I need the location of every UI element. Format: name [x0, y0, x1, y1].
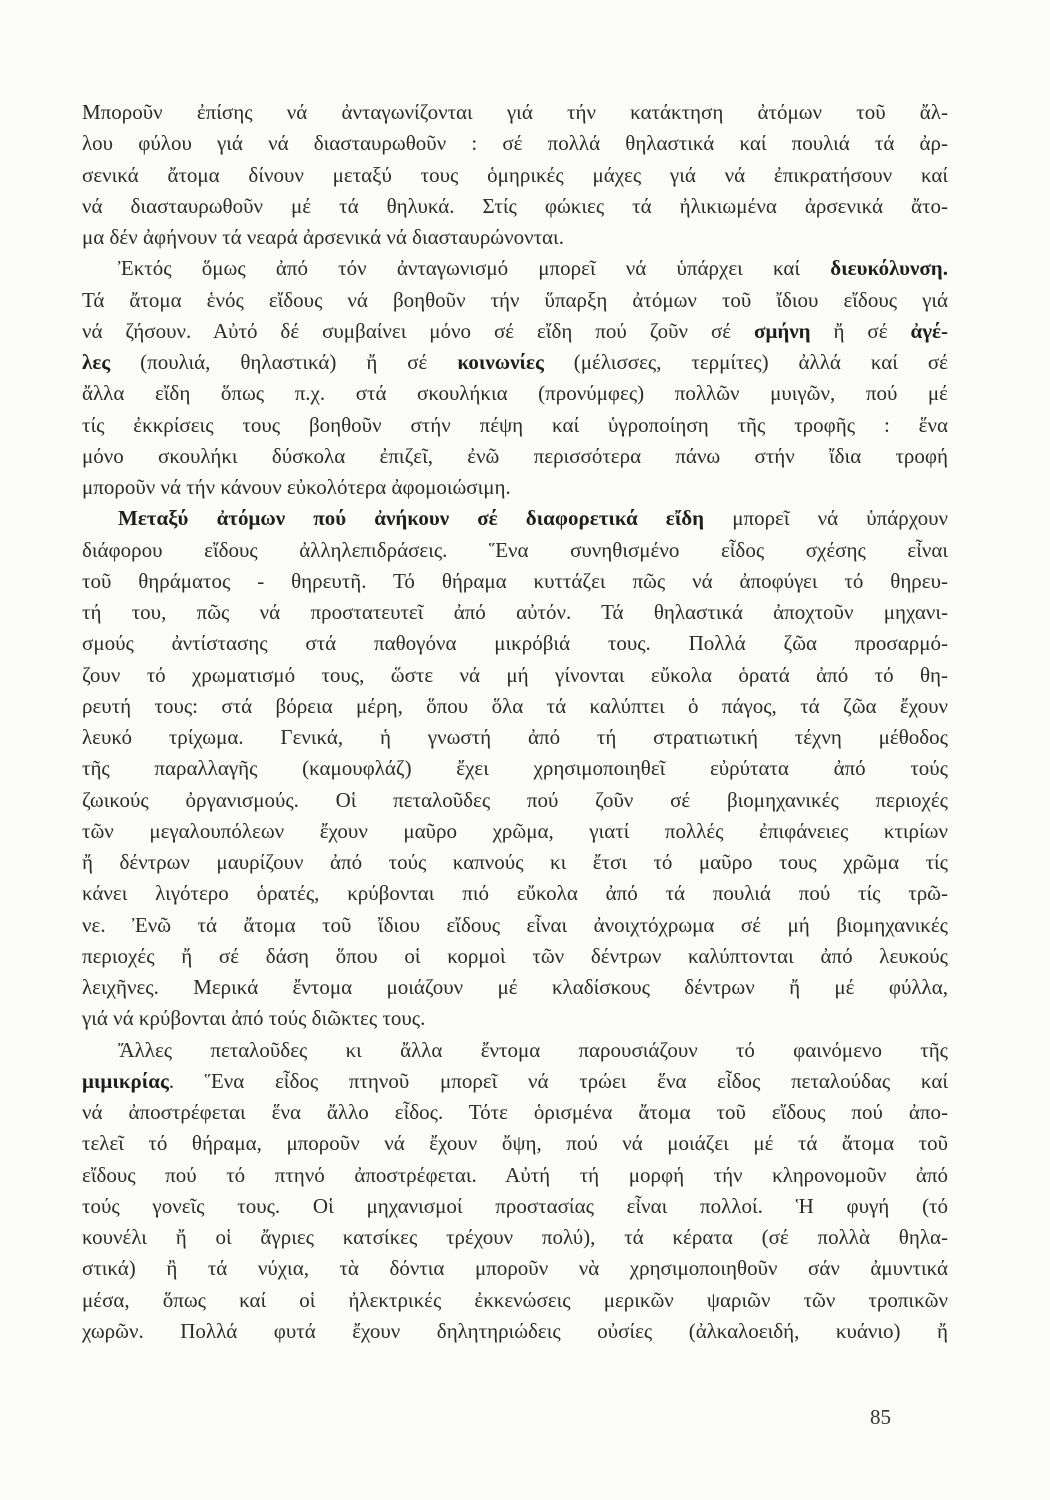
text-segment: ρευτή τους: στά βόρεια μέρη, ὅπου ὅλα τά καλύπτει ὁ πάγος, τά ζῶα ἔχουν: [82, 693, 948, 718]
text-segment: κάνει λιγότερο ὁρατές, κρύβονται πιό εὔκολα ἀπό τά πουλιά πού τίς τρῶ-: [82, 881, 948, 906]
text-segment: λειχῆνες. Μερικά ἔντομα μοιάζουν μέ κλαδίσκους δέντρων ἤ μέ φύλλα,: [82, 975, 948, 999]
text-line: [82, 1222, 948, 1253]
bold-term: μιμικρίας: [82, 1068, 169, 1093]
text-line: [82, 535, 948, 566]
text-segment: τούς γονεῖς τους. Οἱ μηχανισμοί προστασίας εἶναι πολλοί. Ἡ φυγή (τό: [82, 1193, 948, 1218]
text-segment: ἤ σέ: [810, 318, 911, 343]
text-segment: νε. Ἐνῶ τά ἄτομα τοῦ ἴδιου εἴδους εἶναι ἀνοιχτόχρωμα σέ μή βιομηχανικές: [82, 912, 948, 937]
text-line: [82, 160, 948, 191]
page-number: 85: [870, 1405, 891, 1429]
text-segment: μέσα, ὅπως καί οἱ ἠλεκτρικές ἐκκενώσεις μερικῶν ψαριῶν τῶν τροπικῶν: [82, 1287, 948, 1312]
text-line: [82, 378, 948, 409]
text-line: [82, 972, 948, 1003]
text-line: [82, 628, 948, 659]
text-line: [82, 1035, 948, 1066]
text-segment: μπορεῖ νά ὑπάρχουν: [704, 506, 948, 531]
text-segment: μποροῦν νά τήν κάνουν εὐκολότερα ἀφομοιώσιμη.: [82, 475, 511, 499]
text-segment: νά ζήσουν. Αὐτό δέ συμβαίνει μόνο σέ εἴδη πού ζοῦν σέ: [82, 318, 755, 343]
text-line: [82, 597, 948, 628]
text-line: [82, 97, 948, 128]
text-line: [82, 347, 948, 378]
text-segment: Ἄλλες πεταλοῦδες κι ἄλλα ἔντομα παρουσιάζουν τό φαινόμενο τῆς: [118, 1037, 948, 1062]
bold-term: διευκόλυνση.: [830, 256, 948, 281]
text-line: [82, 691, 948, 722]
text-line: [82, 1316, 948, 1347]
text-line: [82, 441, 948, 472]
text-segment: λου φύλου γιά νά διασταυρωθοῦν : σέ πολλά θηλαστικά καί πουλιά τά ἀρ-: [82, 131, 948, 156]
text-segment: Ἐκτός ὅμως ἀπό τόν ἀνταγωνισμό μπορεῖ νά ὑπάρχει καί: [118, 256, 831, 281]
text-line: [82, 222, 948, 253]
text-line: [82, 1066, 948, 1097]
text-segment: τίς ἐκκρίσεις τους βοηθοῦν στήν πέψη καί ὑγροποίηση τῆς τροφῆς : ἕνα: [82, 412, 948, 437]
text-segment: χωρῶν. Πολλά φυτά ἔχουν δηλητηριώδεις οὐσίες (ἀλκαλοειδή, κυάνιο) ἤ: [82, 1318, 948, 1343]
text-line: [82, 1128, 948, 1159]
text-segment: τελεῖ τό θήραμα, μποροῦν νά ἔχουν ὄψη, πού νά μοιάζει μέ τά ἄτομα τοῦ: [82, 1131, 948, 1156]
text-line: [82, 410, 948, 441]
text-segment: τοῦ θηράματος - θηρευτῆ. Τό θήραμα κυττάζει πῶς νά ἀποφύγει τό θηρευ-: [82, 568, 948, 593]
text-line: [82, 660, 948, 691]
text-segment: ζωικούς ὀργανισμούς. Οἱ πεταλοῦδες πού ζοῦν σέ βιομηχανικές περιοχές: [82, 787, 948, 812]
text-segment: τῶν μεγαλουπόλεων ἔχουν μαῦρο χρῶμα, γιατί πολλές ἐπιφάνειες κτιρίων: [82, 818, 948, 843]
text-segment: εἴδους πού τό πτηνό ἀποστρέφεται. Αὐτή τή μορφή τήν κληρονομοῦν ἀπό: [82, 1162, 948, 1187]
text-line: [82, 910, 948, 941]
text-segment: Μποροῦν ἐπίσης νά ἀνταγωνίζονται γιά τήν κατάκτηση ἀτόμων τοῦ ἄλ-: [82, 100, 948, 124]
bold-term: ἀγέ-: [910, 318, 948, 343]
text-line: [82, 1160, 948, 1191]
text-line: [82, 253, 948, 284]
text-segment: ζουν τό χρωματισμό τους, ὥστε νά μή γίνονται εὔκολα ὁρατά ἀπό τό θη-: [82, 662, 948, 687]
text-line: [82, 722, 948, 753]
text-segment: τή του, πῶς νά προστατευτεῖ ἀπό αὐτόν. Τά θηλαστικά ἀποχτοῦν μηχανι-: [82, 600, 948, 624]
bold-term: σμήνη: [754, 318, 811, 343]
bold-term: Μεταξύ ἀτόμων πού ἀνήκουν σέ διαφορετικά εἴδη: [118, 506, 705, 531]
text-line: [82, 472, 948, 503]
text-line: [82, 316, 948, 347]
text-line: [82, 566, 948, 597]
text-line: [82, 1191, 948, 1222]
text-segment: νά ἀποστρέφεται ἕνα ἄλλο εἶδος. Τότε ὁρισμένα ἄτομα τοῦ εἴδους πού ἀπο-: [82, 1100, 948, 1124]
text-segment: (πουλιά, θηλαστικά) ἤ σέ: [110, 350, 458, 374]
text-segment: κουνέλι ἤ οἱ ἄγριες κατσίκες τρέχουν πολύ), τά κέρατα (σέ πολλὰ θηλα-: [82, 1225, 948, 1249]
text-segment: στικά) ἢ τά νύχια, τὰ δόντια μποροῦν νὰ χρησιμοποιηθοῦν σάν ἀμυντικά: [82, 1256, 948, 1281]
text-line: [82, 1097, 948, 1128]
text-segment: μόνο σκουλήκι δύσκολα ἐπιζεῖ, ἐνῶ περισσότερα πάνω στήν ἴδια τροφή: [82, 443, 948, 468]
text-segment: ἄλλα εἴδη ὅπως π.χ. στά σκουλήκια (προνύμφες) πολλῶν μυιγῶν, πού μέ: [82, 381, 948, 406]
text-segment: νά διασταυρωθοῦν μέ τά θηλυκά. Στίς φώκιες τά ἠλικιωμένα ἀρσενικά ἄτο-: [82, 193, 948, 218]
text-line: [82, 1253, 948, 1284]
text-segment: . Ἕνα εἶδος πτηνοῦ μπορεῖ νά τρώει ἕνα εἶδος πεταλούδας καί: [168, 1068, 948, 1093]
text-segment: μα δέν ἀφήνουν τά νεαρά ἀρσενικά νά διασταυρώνονται.: [82, 225, 564, 249]
text-segment: τῆς παραλλαγῆς (καμουφλάζ) ἔχει χρησιμοποιηθεῖ εὐρύτατα ἀπό τούς: [82, 756, 948, 781]
text-segment: διάφορου εἴδους ἀλληλεπιδράσεις. Ἕνα συνηθισμένο εἶδος σχέσης εἶναι: [82, 537, 948, 562]
text-segment: σενικά ἄτομα δίνουν μεταξύ τους ὁμηρικές μάχες γιά νά ἐπικρατήσουν καί: [82, 162, 948, 187]
text-segment: περιοχές ἤ σέ δάση ὅπου οἱ κορμοὶ τῶν δέντρων καλύπτονται ἀπό λευκούς: [82, 943, 948, 968]
text-line: [82, 128, 948, 159]
text-line: [82, 785, 948, 816]
text-line: [82, 753, 948, 784]
text-segment: (μέλισσες, τερμίτες) ἀλλά καί σέ: [543, 350, 948, 374]
text-line: [82, 285, 948, 316]
text-line: [82, 816, 948, 847]
text-segment: Τά ἄτομα ἑνός εἴδους νά βοηθοῦν τήν ὕπαρξη ἀτόμων τοῦ ἴδιου εἴδους γιά: [82, 287, 948, 312]
text-line: [82, 1285, 948, 1316]
text-line: [82, 847, 948, 878]
text-segment: γιά νά κρύβονται ἀπό τούς διῶκτες τους.: [82, 1006, 426, 1031]
text-line: [82, 878, 948, 909]
text-line: [82, 1003, 948, 1034]
body-text: [82, 97, 948, 1347]
text-line: [82, 503, 948, 534]
bold-term: λες: [82, 350, 111, 374]
bold-term: κοινωνίες: [457, 350, 544, 374]
text-segment: ἤ δέντρων μαυρίζουν ἀπό τούς καπνούς κι ἔτσι τό μαῦρο τους χρῶμα τίς: [82, 850, 948, 874]
text-segment: λευκό τρίχωμα. Γενικά, ἡ γνωστή ἀπό τή στρατιωτική τέχνη μέθοδος: [82, 725, 948, 749]
text-segment: σμούς ἀντίστασης στά παθογόνα μικρόβιά τους. Πολλά ζῶα προσαρμό-: [82, 631, 948, 656]
text-line: [82, 941, 948, 972]
text-line: [82, 191, 948, 222]
